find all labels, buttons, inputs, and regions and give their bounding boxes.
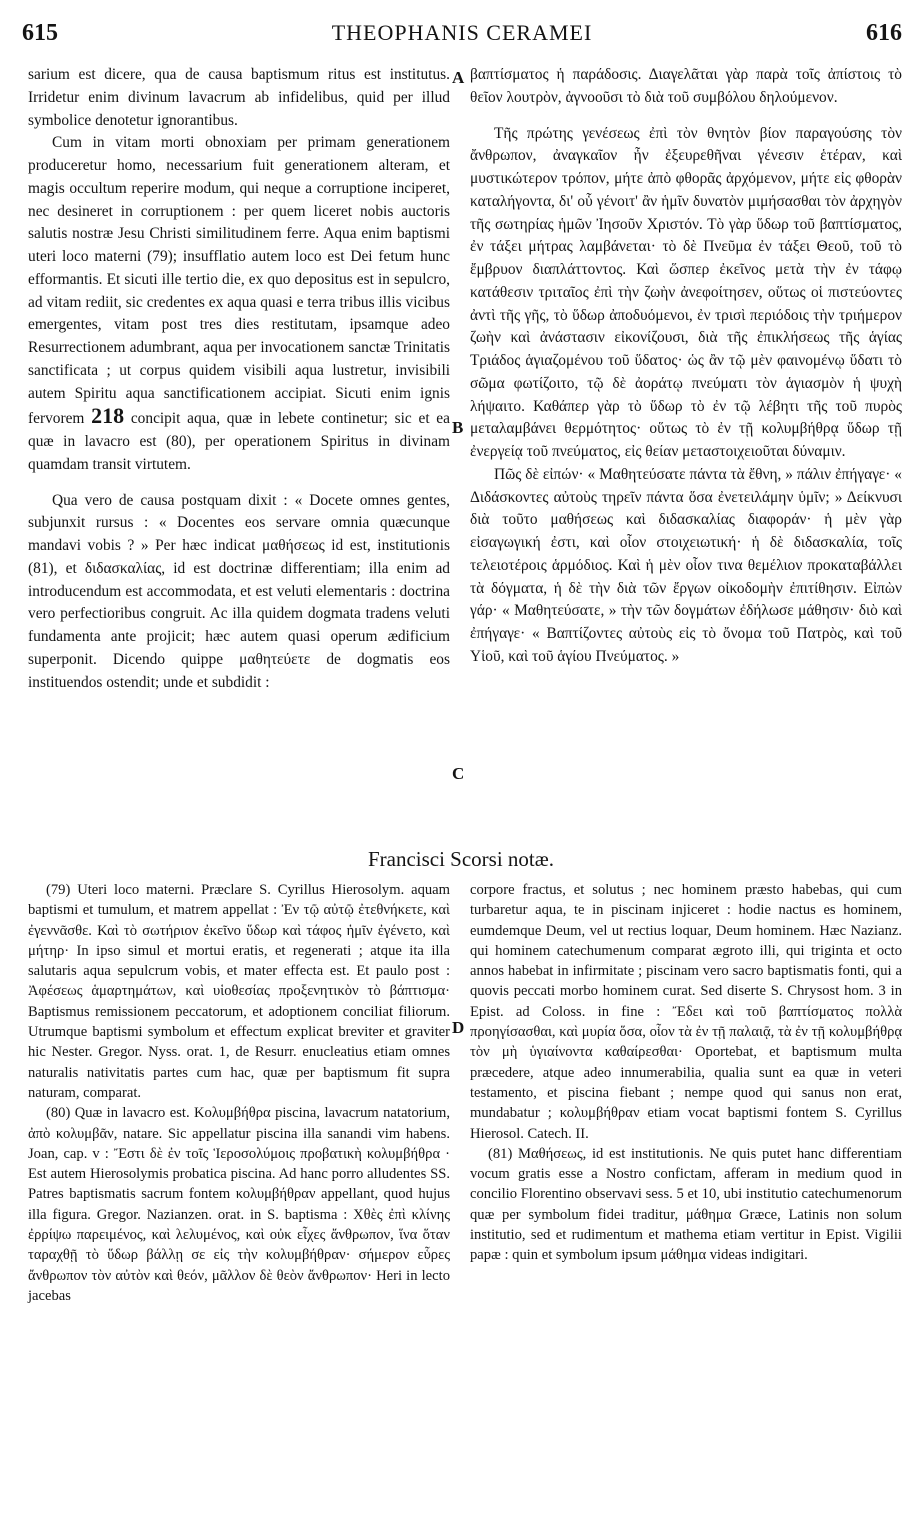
note-81: (81) Μαθήσεως, id est institutionis. Ne quis putet hanc differentiam vocum gratis esse a Nostro confictam, afferam in medium quod in concilio Florentino observavi sess. 5 et 10, ubi institutio catechumenorum quæ per symbolum fidei traditur, μάθημα Græce, Latinis non solum institutio, sed et rudimentum et mathema etiam vertitur in Epist. Vigilii papæ : quin et symbolum ipsum μάθημα videas indigitari. <box>470 1145 902 1264</box>
page-number-right: 616 <box>866 20 902 46</box>
section-marker-d: D <box>452 1018 465 1037</box>
latin-paragraph-2-text: Cum in vitam morti obnoxiam per primam generationem produceretur homo, necessarium fuit generationem alteram, et magis occultum reperire modum, qui neque a corruptione inciperet, nec desineret in corruptionem : per quem liceret nobis auctoris salutis nostræ Jesu Christi similitudinem ferre. Aqua enim baptismi uteri loco materni (79); insufflatio autem loco est Dei fetum hunc efformantis. Et sicuti ille tertio die, ex quo depositus est in sepulcro, ad vitam rediit, sic credentes ex aqua quasi e terra tribus illis vicibus emergentes, vitam post tres dies restitutam, ipsamque adeo Resurrectionem adumbrant, aqua per invocationem sanctæ Trinitatis sanctificata ; ut corpus quidem visibili aqua lustretur, invisibili autem Spiritu aqua sanctificationem accipiat. Sicuti enim ignis fervorem <box>28 134 450 428</box>
greek-paragraph-2: Τῆς πρώτης γενέσεως ἐπὶ τὸν θνητὸν βίον παραγούσης τὸν ἄνθρωπον, ἀναγκαῖον ἦν ἐξευρεθῆναι γένεσιν ἑτέραν, καὶ μυστικώτερον τρόπον, μήτε ἀπὸ φθορᾶς ἀρχόμενον, μήτε εἰς φθορὰν καταλήγοντα, δι' οὗ γένοιτ' ἂν ἡμῖν δυνατὸν μιμήσασθαι τὸν ἀρχηγὸν τῆς σωτηρίας ἡμῶν Ἰησοῦν Χριστόν. Τὸ γὰρ ὕδωρ τοῦ βαπτίσματος, ἐν τάξει μήτρας λαμβάνεται· τὸ δὲ Πνεῦμα ἐν τάξει Θεοῦ, τοῦ τὸ ἔμβρυον διαπλάττοντος. Καὶ ὥσπερ ἐκεῖνος μετὰ τὴν ἐν τάφῳ κατάθεσιν τριταῖος ἐπὶ τὴν ζωὴν ἀνεφοίτησεν, οὕτως οἱ πιστεύοντες ἀντὶ τῆς γῆς, τὸ ὕδωρ ἀποδυόμενοι, ἐν τρισὶ περιόδοις τὴν τριήμερον ζωὴν καὶ ἀνάστασιν εἰκονίζουσι, διὰ τῆς ἐπικλήσεως τῆς ἁγίας Τριάδος ἁγιαζομένου τοῦ ὕδατος· ὡς ἂν τῷ μὲν φαινομένῳ ὕδατι τὸ σῶμα φωτίζοιτο, τῷ δὲ ἀοράτῳ πνεύματι τὸν ἁγιασμὸν ἡ ψυχὴ λήψαιτο. Καθάπερ γὰρ τὸ ὕδωρ τὸ ἐν τῷ λέβητι τῆς τοῦ πυρὸς μεταλαμβάνει θερμότητος· οὕτως τὸ ἐν τῇ κολυμβήθρᾳ ὕδωρ τῇ ἐνεργείᾳ τοῦ πνεύματος, εἰς θείαν μεταστοιχειοῦται δύναμιν. <box>470 124 902 460</box>
greek-paragraph-3: Πῶς δὲ εἰπών· « Μαθητεύσατε πάντα τὰ ἔθνη, » πάλιν ἐπήγαγε· « Διδάσκοντες αὐτοὺς τηρεῖν πάντα ὅσα ἐνετειλάμην ὑμῖν; » Δείκνυσι διὰ τοῦτο μαθήσεως καὶ διδασκαλίας διαφοράν· ἡ μὲν γὰρ εἰσαγωγική ἐστι, καὶ οἷον στοιχειωτική· ἡ δὲ διδασκαλία, τοῖς τελειοτέροις ἁρμόδιος. Καὶ ἡ μὲν οἷον τινα θεμέλιον προκαταβάλλει τὰ δόγματα, ἡ δὲ τὴν διὰ τῶν ἔργων οἰκοδομὴν ἐπιτίθησιν. Εἰπὼν γάρ· « Μαθητεύσατε, » τὴν τῶν δογμάτων ἐδήλωσε μάθησιν· διὸ καὶ ἐπήγαγε· « Βαπτίζοντες αὐτοὺς εἰς τὸ ὄνομα τοῦ Πατρὸς, καὶ τοῦ Υἱοῦ, καὶ τοῦ ἁγίου Πνεύματος. » <box>470 465 902 665</box>
notes-left-column <box>28 880 450 1306</box>
latin-paragraph-2-end: concipit aqua, quæ in lebete continetur; sic et ea quæ in lavacro est (80), per operationem Spiritus in divinam quamdam transit virtutem. <box>28 410 450 473</box>
running-header <box>20 6 904 46</box>
latin-text-column <box>28 64 450 694</box>
section-marker-a: A <box>452 68 465 87</box>
notes-right-column <box>470 880 902 1266</box>
running-title: THEOPHANIS CERAMEI <box>331 20 593 45</box>
latin-paragraph-2 <box>28 132 450 476</box>
column-number: 218 <box>91 403 125 429</box>
page-number-left: 615 <box>22 20 58 46</box>
section-marker-b: B <box>452 418 464 437</box>
section-marker-c: C <box>452 764 465 783</box>
notes-heading: Francisci Scorsi notæ. <box>367 847 555 871</box>
latin-paragraph-3: Qua vero de causa postquam dixit : « Docete omnes gentes, subjunxit rursus : « Docentes eos servare omnia quæcunque mandavi vobis ? » Per hæc indicat μαθήσεως id est, institutionis (81), et διδασκαλίας, id est doctrinæ differentiam; illa enim ad introducendum est accommodata, et est veluti elementaris : doctrina vero perfectioribus congruit. Ac illa quidem dogmata tradens veluti fundamenta ante projicit; hæc autem quasi operum ædificium superponit. Dicendo quippe μαθητεύετε de dogmatis eos instituendos ostendit; unde et subdidit : <box>28 491 450 691</box>
note-80-continued: corpore fractus, et solutus ; nec hominem præsto habebas, qui cum turbaretur aqua, te in piscinam injiceret : hodie nactus es hominem, eumdemque Deum, vel ut rectius loquar, Deum hominem. Hæc Nazianz. qui hominem catechumenum comparat ægroto illi, qui triginta et octo annos habebat in infirmitate ; piscinam vero sacro baptismatis fonti, qui a quovis peccati morbo hominem curat. Sed diserte S. Chrysost hom. 3 in Epist. ad Coloss. in fine : Ἔδει καὶ τοῦ βαπτίσματος πολλὰ προηγίσασθαι, καὶ μυρία ὅσα, οἷον τὰ ἐν τῇ παλαιᾷ, τὰ ἐν τῇ κολυμβήθρᾳ τὸν μὴ ὑγιαίνοντα καθαίρεσθαι· Oportebat, et baptismum multa præcedere, atque adeo innumerabilia, qualia sunt ea quæ in veteri testamento, et piscina fiebant ; nempe quod qui sanus non erat, mundabatur ; κολυμβήθραν etiam vocat baptismi fontem S. Cyrillus Hierosol. Catech. II. <box>470 882 902 1142</box>
note-80: (80) Quæ in lavacro est. Κολυμβήθρα piscina, lavacrum natatorium, ἀπὸ κολυμβᾶν, natare. Sic appellatur piscina illa sanandi vim habens. Joan, cap. v : Ἔστι δὲ ἐν τοῖς Ἱεροσολύμοις προβατικὴ κολυμβήθρα · Est autem Hierosolymis probatica piscina. Ad hanc porro alludentes SS. Patres baptismatis sacrum fontem κολυμβήθραν appellant, quod hujus illa figura. Gregor. Nazianzen. orat. in S. baptisma : Χθὲς ἐπὶ κλίνης ἐρρίψω παρειμένος, καὶ λελυμένος, καὶ οὐκ εἶχες ἄνθρωπον, ἵνα ὅταν ταραχθῇ τὸ ὕδωρ βάλλῃ σε εἰς τὴν κολυμβήθραν· σήμερον εὗρες ἄνθρωπον τὸν αὐτὸν καὶ θεόν, μᾶλλον δὲ θεὸν ἄνθρωπον· Heri in lecto jacebas <box>28 1105 450 1304</box>
note-79: (79) Uteri loco materni. Præclare S. Cyrillus Hierosolym. aquam baptismi et tumulum, et matrem appellat : Ἐν τῷ αὐτῷ ἐτεθνήκετε, καὶ ἐγεννᾶσθε. Καὶ τὸ σωτήριον ἐκεῖνο ὕδωρ καὶ τάφος ἡμῖν ἐγένετο, καὶ μήτηρ· In ipso simul et mortui eratis, et regenerati ; atque ita illa salutaris aqua sepulcrum vobis, et mater effecta est. Et paulo post : Ἀφέσεως ἁμαρτημάτων, καὶ υἱοθεσίας προξενητικὸν τὸ βάπτισμα· Baptismus remissionem peccatorum, et adoptionem conciliat filiorum. Utrumque baptismi symbolum et effectum explicat breviter et graviter hic Nester. Gregor. Nyss. orat. 1, de Resurr. enucleatius etiam omnes naturalis nativitatis partes cum hac, quæ per baptismum fit supra naturam, comparat. <box>28 882 450 1101</box>
greek-text-column <box>470 64 902 669</box>
greek-paragraph-1: βαπτίσματος ἡ παράδοσις. Διαγελᾶται γὰρ παρὰ τοῖς ἀπίστοις τὸ θεῖον λουτρὸν, ἀγνοοῦσι τὸ διὰ τοῦ συμβόλου δηλούμενον. <box>470 66 902 106</box>
latin-paragraph-1: sarium est dicere, qua de causa baptismum ritus est institutus. Irridetur enim divinum lavacrum ab infidelibus, quid per illud symbolice denotetur ignorantibus. <box>28 66 450 129</box>
